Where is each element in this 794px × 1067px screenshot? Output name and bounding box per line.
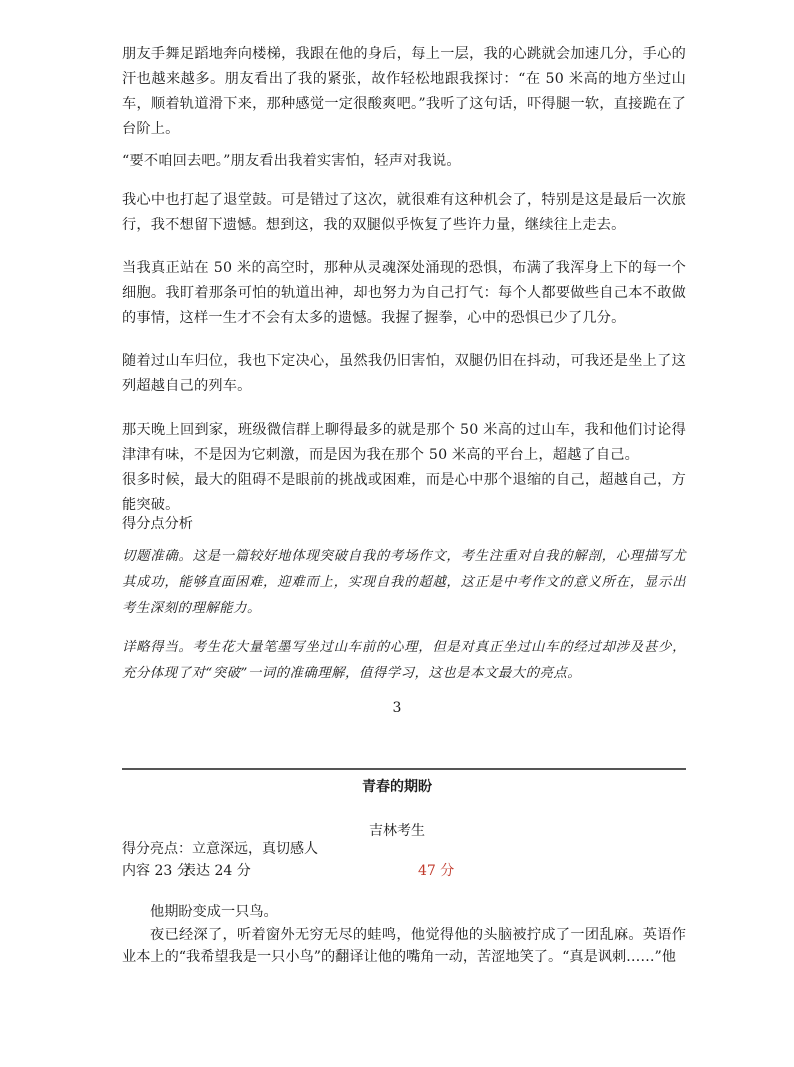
page-number: 3: [392, 700, 402, 716]
score-highlight: 得分亮点：立意深远，真切感人: [122, 841, 318, 857]
essay-paragraph: 当我真正站在 50 米的高空时，那种从灵魂深处涌现的恐惧，布满了我浑身上下的每一个细胞。我盯着那条可怕的轨道出神，却也努力为自己打气：每个人都要做些自己本不敢做的事情，这样一生才不会有太多的遗憾。我握了握拳，心中的恐惧已少了几分。: [122, 260, 686, 326]
analysis-point: 详略得当。考生花大量笔墨写坐过山车前的心理，但是对真正坐过山车的经过却涉及甚少，充分体现了对“突破”一词的准确理解，值得学习，这也是本文最大的亮点。: [122, 640, 686, 681]
article-paragraph: 他期盼变成一只鸟。: [150, 904, 278, 920]
essay-paragraph: 朋友手舞足蹈地奔向楼梯，我跟在他的身后，每上一层，我的心跳就会加速几分，手心的汗也越来越多。朋友看出了我的紧张，故作轻松地跟我探讨：“在 50 米高的地方坐过山车，顺着轨道滑下来，那种感觉一定很酸爽吧。”我听了这句话，吓得腿一软，直接跪在了台阶上。: [122, 46, 686, 137]
score-expression: 表达 24 分: [182, 863, 251, 879]
score-total: 47 分: [418, 863, 455, 879]
essay-paragraph: “要不咱回去吧。”朋友看出我着实害怕，轻声对我说。: [122, 153, 461, 169]
essay-paragraph: 随着过山车归位，我也下定决心，虽然我仍旧害怕，双腿仍旧在抖动，可我还是坐上了这列超越自己的列车。: [122, 353, 686, 394]
analysis-heading: 得分点分析: [122, 516, 193, 532]
article-title: 青春的期盼: [362, 779, 432, 795]
article-author: 吉林考生: [369, 823, 425, 839]
score-content: 内容 23 分: [122, 863, 191, 879]
analysis-point: 切题准确。这是一篇较好地体现突破自我的考场作文，考生注重对自我的解剖，心理描写尤其成功，能够直面困难，迎难而上，实现自我的超越，这正是中考作文的意义所在，显示出考生深刻的理解能力。: [122, 549, 686, 616]
section-divider: [122, 768, 686, 770]
essay-paragraph: 那天晚上回到家，班级微信群上聊得最多的就是那个 50 米高的过山车，我和他们讨论得津津有味，不是因为它刺激，而是因为我在那个 50 米高的平台上，超越了自己。 很多时候，最大的阻碍不是眼前的挑战或困难，而是心中那个退缩的自己，超越自己，方能突破。: [122, 422, 686, 513]
essay-paragraph: 我心中也打起了退堂鼓。可是错过了这次，就很难有这种机会了，特别是这是最后一次旅行，我不想留下遗憾。想到这，我的双腿似乎恢复了些许力量，继续往上走去。: [122, 192, 686, 233]
article-paragraph: 夜已经深了，听着窗外无穷无尽的蛙鸣，他觉得他的头脑被拧成了一团乱麻。英语作业本上的“我希望我是一只小鸟”的翻译让他的嘴角一动，苦涩地笑了。“真是讽刺……”他: [122, 927, 686, 965]
